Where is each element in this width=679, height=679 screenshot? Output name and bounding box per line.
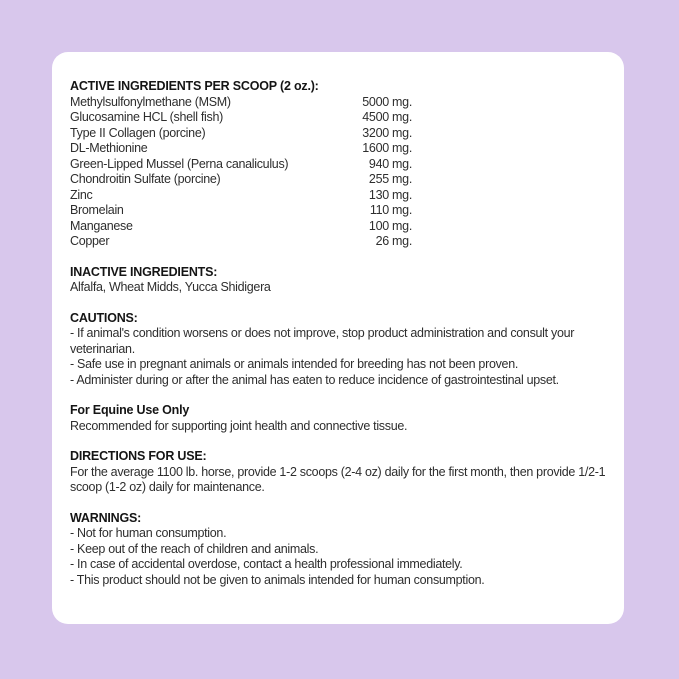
ingredient-amount: 100 mg. xyxy=(368,218,412,233)
directions-heading: DIRECTIONS FOR USE: xyxy=(70,449,207,463)
ingredient-name: DL-Methionine xyxy=(70,141,148,155)
ingredient-row xyxy=(70,234,412,250)
inactive-ingredients-heading: INACTIVE INGREDIENTS: xyxy=(70,264,218,279)
ingredient-amount: 130 mg. xyxy=(368,187,412,202)
ingredient-row xyxy=(70,95,412,111)
warning-item: - This product should not be given to animals intended for human consumption. xyxy=(70,572,485,587)
directions-text: For the average 1100 lb. horse, provide 1-2 scoops (2-4 oz) daily for the first month, then provide 1/2-1 scoop (1-2 oz) daily for maintenance. xyxy=(70,464,606,494)
ingredient-amount: 255 mg. xyxy=(368,172,412,186)
ingredient-name: Copper xyxy=(70,234,110,248)
ingredient-name: Zinc xyxy=(70,187,93,202)
caution-item: - Safe use in pregnant animals or animals intended for breeding has not been proven. xyxy=(70,357,519,371)
inactive-ingredients-text: Alfalfa, Wheat Midds, Yucca Shidigera xyxy=(70,280,271,294)
ingredient-name: Methylsulfonylmethane (MSM) xyxy=(70,94,231,109)
cautions-section xyxy=(70,311,606,389)
ingredient-name: Bromelain xyxy=(70,203,124,217)
ingredient-name: Chondroitin Sulfate (porcine) xyxy=(70,172,221,186)
equine-use-heading: For Equine Use Only xyxy=(70,403,190,417)
ingredient-amount: 940 mg. xyxy=(368,156,412,171)
directions-section xyxy=(70,449,606,496)
ingredient-row xyxy=(70,188,412,204)
warnings-section xyxy=(70,511,606,589)
ingredient-row xyxy=(70,219,412,235)
ingredient-row xyxy=(70,126,412,142)
ingredient-amount: 26 mg. xyxy=(375,234,412,248)
warnings-heading: WARNINGS: xyxy=(70,510,142,525)
cautions-heading: CAUTIONS: xyxy=(70,310,138,325)
caution-item: - If animal's condition worsens or does not improve, stop product administration and consult your veterinarian. xyxy=(70,326,575,356)
caution-item: - Administer during or after the animal has eaten to reduce incidence of gastrointestinal upset. xyxy=(70,372,559,387)
ingredient-name: Type II Collagen (porcine) xyxy=(70,125,206,140)
warning-item: - Keep out of the reach of children and animals. xyxy=(70,541,319,556)
ingredient-amount: 110 mg. xyxy=(369,203,412,217)
label-card xyxy=(52,52,624,624)
ingredient-amount: 4500 mg. xyxy=(362,110,412,124)
ingredient-row xyxy=(70,172,412,188)
ingredient-amount: 3200 mg. xyxy=(362,125,412,140)
active-ingredients-heading: ACTIVE INGREDIENTS PER SCOOP (2 oz.): xyxy=(70,79,319,93)
equine-use-text: Recommended for supporting joint health and connective tissue. xyxy=(70,418,408,433)
ingredient-name: Manganese xyxy=(70,218,133,233)
ingredient-name: Glucosamine HCL (shell fish) xyxy=(70,110,223,124)
active-ingredients-section xyxy=(70,79,606,250)
equine-use-section xyxy=(70,403,606,434)
ingredient-amount: 1600 mg. xyxy=(362,141,412,155)
ingredient-row xyxy=(70,110,412,126)
ingredient-table xyxy=(70,95,412,250)
inactive-ingredients-section xyxy=(70,265,606,296)
warning-item: - Not for human consumption. xyxy=(70,526,227,540)
warning-item: - In case of accidental overdose, contact a health professional immediately. xyxy=(70,557,463,571)
ingredient-name: Green-Lipped Mussel (Perna canaliculus) xyxy=(70,156,289,171)
ingredient-amount: 5000 mg. xyxy=(362,94,412,109)
ingredient-row xyxy=(70,157,412,173)
ingredient-row xyxy=(70,141,412,157)
ingredient-row xyxy=(70,203,412,219)
